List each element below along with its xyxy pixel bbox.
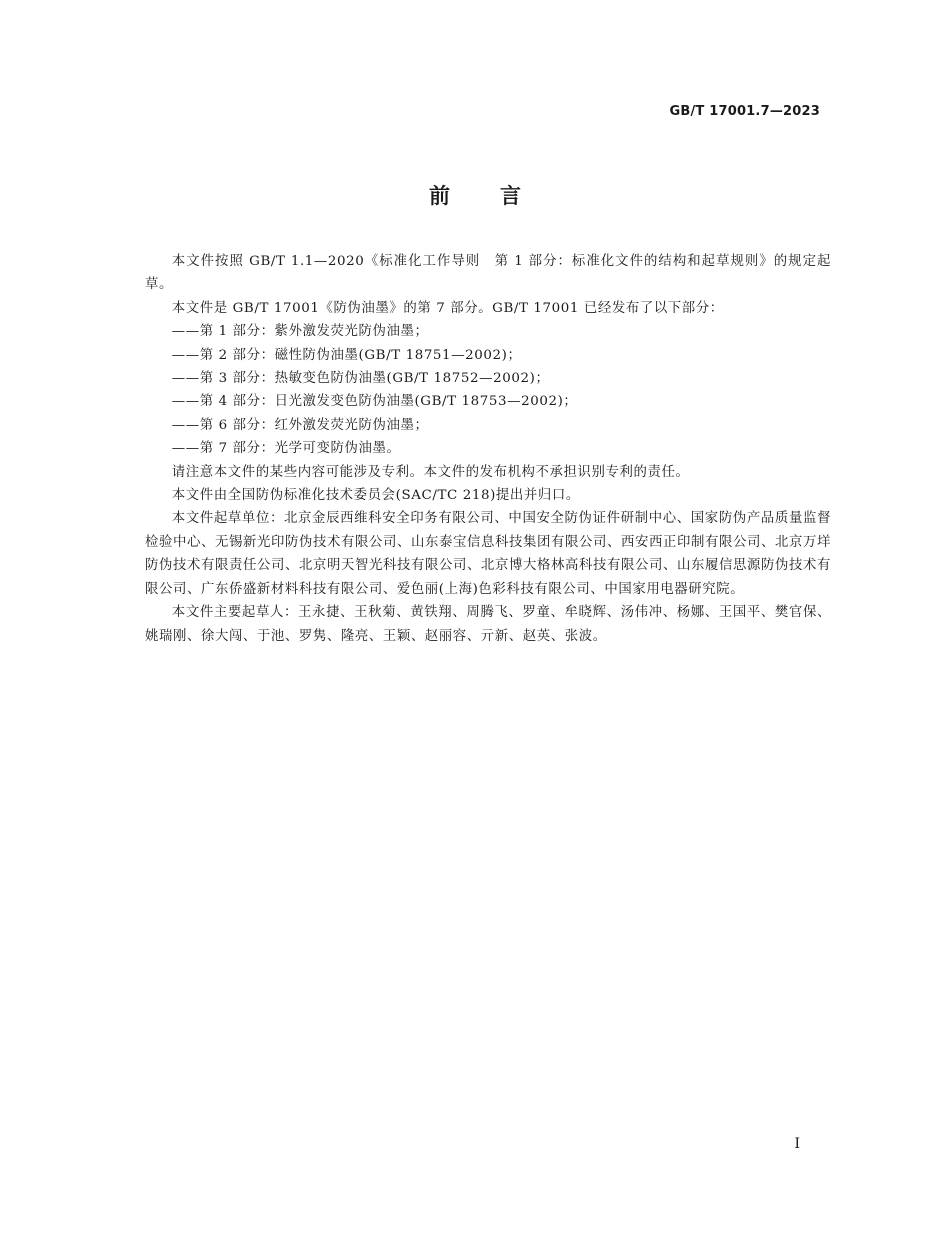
page-number: I — [794, 1136, 800, 1152]
page-title: 前言 — [429, 184, 571, 208]
series-parts-paragraph: 本文件是 GB/T 17001《防伪油墨》的第 7 部分。GB/T 17001 已经发布了以下部分： — [171, 300, 724, 316]
part-list-item: ——第 7 部分：光学可变防伪油墨。 — [171, 441, 401, 457]
part-list-item: ——第 1 部分：紫外激发荧光防伪油墨； — [171, 324, 429, 340]
drafting-rules-paragraph: 本文件按照 GB/T 1.1—2020《标准化工作导则 第 1 部分：标准化文件的结构和起草规则》的规定起草。 — [145, 254, 831, 293]
part-list-item: ——第 3 部分：热敏变色防伪油墨(GB/T 18752—2002)； — [171, 371, 550, 387]
drafting-units-paragraph: 本文件起草单位：北京金辰西维科安全印务有限公司、中国安全防伪证件研制中心、国家防伪产品质量监督检验中心、无锡新光印防伪技术有限公司、山东泰宝信息科技集团有限公司、西安西正印制有限公司、北京万垟防伪技术有限责任公司、北京明天智光科技有限公司、北京博大格林高科技有限公司、山东履信思源防伪技术有限公司、广东侨盛新材料科技有限公司、爱色丽(上海)色彩科技有限公司、中国家用电器研究院。 — [145, 511, 831, 597]
drafters-paragraph: 本文件主要起草人：王永捷、王秋菊、黄铁翔、周腾飞、罗童、牟晓辉、汤伟冲、杨娜、王国平、樊官保、姚瑞刚、徐大闯、于池、罗隽、隆亮、王颖、赵丽容、亓新、赵英、张波。 — [145, 605, 831, 644]
part-list-item: ——第 2 部分：磁性防伪油墨(GB/T 18751—2002)； — [171, 347, 522, 363]
standard-number: GB/T 17001.7—2023 — [669, 104, 820, 119]
part-list-item: ——第 4 部分：日光激发变色防伪油墨(GB/T 18753—2002)； — [171, 394, 578, 410]
part-list-item: ——第 6 部分：红外激发荧光防伪油墨； — [171, 417, 429, 433]
patent-notice-paragraph: 请注意本文件的某些内容可能涉及专利。本文件的发布机构不承担识别专利的责任。 — [171, 464, 690, 480]
committee-paragraph: 本文件由全国防伪标准化技术委员会(SAC/TC 218)提出并归口。 — [171, 488, 580, 504]
foreword-body — [145, 250, 831, 648]
